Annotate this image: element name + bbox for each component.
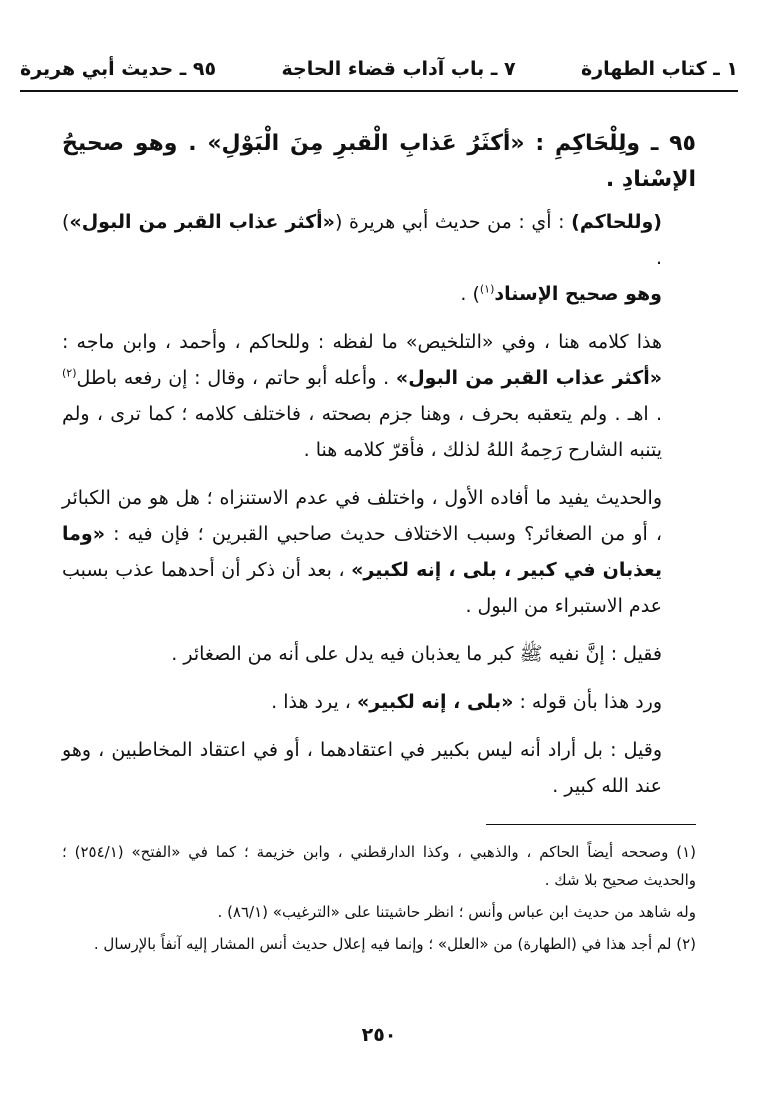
main-text [62,126,696,804]
commentary-paragraph-1 [62,204,696,312]
quoted-hadith: «أكثر عذاب القبر من البول» [395,367,662,389]
quoted-hadith: «أكثر عذاب القبر من البول» [69,211,335,233]
footnote-1-continuation: وله شاهد من حديث ابن عباس وأنس ؛ انظر حاشيتنا على «الترغيب» (٨٦/١) . [217,903,696,921]
header-chapter-title: ٧ ـ باب آداب قضاء الحاجة [281,58,516,80]
commentary-text: والحديث يفيد ما أفاده الأول ، واختلف في عدم الاستنزاه ؛ هل هو من الكبائر ، أو من الصغائر؟ وسبب الاختلاف حديث صاحبي القبرين ؛ فإن فيه : [62,487,663,545]
commentary-text: . وأعله أبو حاتم ، وقال : إن رفعه باطل [76,367,390,389]
quoted-hadith: «وما يعذبان في كبير ، بلى ، إنه لكبير» [62,523,662,581]
commentary-paragraph-6: وقيل : بل أراد أنه ليس بكبير في اعتقادهما ، أو في اعتقاد المخاطبين ، وهو عند الله كبير . [62,739,662,797]
isnad-note: وهو صحيح الإسناد [494,283,662,305]
footnote-ref-2[interactable]: (٢) [62,366,77,380]
commentary-text: ورد هذا بأن قوله : [519,691,662,713]
commentary-text: ) . [62,211,662,269]
commentary-text: ) . [460,283,480,305]
hadith-body: ولِلْحَاكِمِ : «أكثَرُ عَذابِ الْقبرِ مِنَ الْبَوْلِ» . وهو صحيحُ الإسْنادِ . [62,131,696,192]
commentary-text: ، يرد هذا . [271,691,351,713]
header-book-title: ١ ـ كتاب الطهارة [581,58,738,80]
hadith-number: ٩٥ ـ [650,131,696,156]
footnote-2: (٢) لم أجد هذا في (الطهارة) من «العلل» ؛ وإنما فيه إعلال حديث أنس المشار إليه آنفاً بالإرسال . [93,935,696,953]
commentary-paragraph-2 [62,324,696,468]
running-header [20,52,738,86]
page-number: ٢٥٠ [361,1024,397,1046]
commentary-label: (وللحاكم) [571,211,662,233]
commentary-paragraph-3 [62,480,696,624]
commentary-text: : أي : من حديث أبي هريرة ( [334,211,565,233]
header-divider [20,90,738,92]
footnotes [62,838,696,962]
commentary-text: هذا كلامه هنا ، وفي «التلخيص» ما لفظه : وللحاكم ، وأحمد ، وابن ماجه : [62,331,662,353]
commentary-text: . اهـ . ولم يتعقبه بحرف ، وهنا جزم بصحته ، فاختلف كلامه ؛ كما ترى ، ولم يتنبه الشارح رَحِمهُ اللهُ لذلك ، فأقرّ كلامه هنا . [62,403,662,461]
footnote-divider [486,824,696,825]
quoted-hadith: «بلى ، إنه لكبير» [356,691,514,713]
hadith-text [62,126,696,198]
commentary-text: ، بعد أن ذكر أن أحدهما عذب بسبب عدم الاستبراء من البول . [62,559,662,617]
header-hadith-title: ٩٥ ـ حديث أبي هريرة [20,58,217,80]
footnote-ref-1[interactable]: (١) [479,282,495,296]
footnote-1: (١) وصححه أيضاً الحاكم ، والذهبي ، وكذا الدارقطني ، وابن خزيمة ؛ كما في «الفتح» (٢٥٤/١) ؛ والحديث صحيح بلا شك . [62,843,696,889]
commentary-paragraph-5 [62,684,696,720]
commentary-paragraph-4: فقيل : إنَّ نفيه ﷺ كبر ما يعذبان فيه يدل على أنه من الصغائر . [171,643,662,665]
